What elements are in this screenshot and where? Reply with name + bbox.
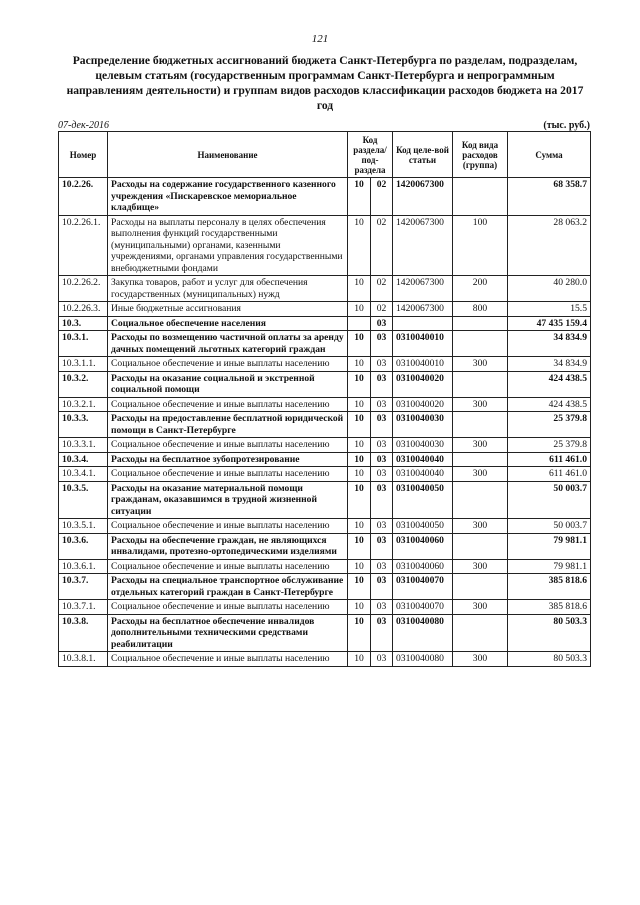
row-name: Расходы на предоставление бесплатной юридической помощи в Санкт-Петербурге	[108, 412, 348, 438]
table-row	[59, 533, 591, 559]
row-number: 10.3.7.1.	[59, 600, 108, 615]
row-vid: 800	[453, 302, 508, 317]
row-vid: 300	[453, 652, 508, 667]
row-razdel: 10	[348, 215, 371, 276]
row-sum: 80 503.3	[508, 652, 591, 667]
row-sum: 80 503.3	[508, 614, 591, 652]
row-vid: 300	[453, 438, 508, 453]
row-podrazdel: 03	[371, 371, 393, 397]
row-name: Социальное обеспечение и иные выплаты населению	[108, 600, 348, 615]
row-sum: 79 981.1	[508, 559, 591, 574]
table-row	[59, 559, 591, 574]
table-row	[59, 467, 591, 482]
row-article: 1420067300	[393, 276, 453, 302]
row-podrazdel: 03	[371, 397, 393, 412]
row-podrazdel: 03	[371, 438, 393, 453]
row-vid: 300	[453, 519, 508, 534]
table-row	[59, 215, 591, 276]
row-article: 0310040020	[393, 371, 453, 397]
row-sum: 40 280.0	[508, 276, 591, 302]
row-name: Расходы на бесплатное обеспечение инвалидов дополнительными техническими средствами реабилитации	[108, 614, 348, 652]
row-razdel: 10	[348, 438, 371, 453]
row-razdel: 10	[348, 452, 371, 467]
row-podrazdel: 03	[371, 533, 393, 559]
row-article: 0310040080	[393, 652, 453, 667]
header-article: Код целе-вой статьи	[393, 132, 453, 178]
row-number: 10.3.2.1.	[59, 397, 108, 412]
row-article: 1420067300	[393, 178, 453, 216]
table-row	[59, 574, 591, 600]
row-vid	[453, 614, 508, 652]
row-article: 0310040020	[393, 397, 453, 412]
row-article: 0310040040	[393, 467, 453, 482]
row-vid	[453, 412, 508, 438]
row-article: 1420067300	[393, 302, 453, 317]
page-number: 121	[311, 33, 329, 45]
row-razdel: 10	[348, 357, 371, 372]
row-vid	[453, 371, 508, 397]
row-sum: 424 438.5	[508, 371, 591, 397]
row-vid	[453, 574, 508, 600]
row-razdel: 10	[348, 302, 371, 317]
row-article: 0310040010	[393, 357, 453, 372]
table-row	[59, 652, 591, 667]
row-name: Расходы на обеспечение граждан, не являющихся инвалидами, протезно-ортопедическими изделиями	[108, 533, 348, 559]
header-name: Наименование	[108, 132, 348, 178]
row-vid	[453, 178, 508, 216]
row-podrazdel: 03	[371, 614, 393, 652]
row-number: 10.2.26.	[59, 178, 108, 216]
row-number: 10.3.7.	[59, 574, 108, 600]
row-razdel: 10	[348, 600, 371, 615]
row-number: 10.3.3.	[59, 412, 108, 438]
row-vid: 300	[453, 357, 508, 372]
row-name: Расходы на бесплатное зубопротезирование	[108, 452, 348, 467]
row-vid: 200	[453, 276, 508, 302]
row-podrazdel: 03	[371, 652, 393, 667]
header-vid: Код вида расходов (группа)	[453, 132, 508, 178]
row-razdel: 10	[348, 652, 371, 667]
row-name: Расходы на содержание государственного казенного учреждения «Пискаревское мемориальное кладбище»	[108, 178, 348, 216]
row-razdel: 10	[348, 412, 371, 438]
row-number: 10.2.26.1.	[59, 215, 108, 276]
row-number: 10.3.1.	[59, 331, 108, 357]
row-name: Расходы по возмещению частичной оплаты за аренду дачных помещений льготных категорий граждан	[108, 331, 348, 357]
table-row	[59, 276, 591, 302]
row-razdel: 10	[348, 467, 371, 482]
budget-table	[58, 131, 591, 667]
row-article: 1420067300	[393, 215, 453, 276]
row-razdel: 10	[348, 559, 371, 574]
row-razdel: 10	[348, 614, 371, 652]
row-article: 0310040050	[393, 481, 453, 519]
row-article: 0310040050	[393, 519, 453, 534]
row-podrazdel: 03	[371, 331, 393, 357]
row-vid: 300	[453, 397, 508, 412]
row-number: 10.3.	[59, 316, 108, 331]
row-number: 10.3.6.1.	[59, 559, 108, 574]
row-podrazdel: 03	[371, 357, 393, 372]
row-podrazdel: 03	[371, 574, 393, 600]
table-row	[59, 316, 591, 331]
header-sum: Сумма	[508, 132, 591, 178]
table-row	[59, 371, 591, 397]
units-label: (тыс. руб.)	[543, 120, 590, 131]
row-sum: 34 834.9	[508, 331, 591, 357]
row-sum: 47 435 159.4	[508, 316, 591, 331]
row-number: 10.3.1.1.	[59, 357, 108, 372]
row-sum: 25 379.8	[508, 438, 591, 453]
document-title: Распределение бюджетных ассигнований бюджета Санкт-Петербурга по разделам, подразделам, целевым статьям (государственным программам Санкт-Петербурга и непрограммным направлениям деятельности) и группам видов расходов классификации расходов бюджета на 2017 год	[66, 54, 584, 112]
row-razdel: 10	[348, 519, 371, 534]
row-podrazdel: 03	[371, 600, 393, 615]
table-row	[59, 452, 591, 467]
row-vid: 300	[453, 559, 508, 574]
row-podrazdel: 03	[371, 452, 393, 467]
row-name: Социальное обеспечение населения	[108, 316, 348, 331]
row-podrazdel: 02	[371, 302, 393, 317]
row-number: 10.3.6.	[59, 533, 108, 559]
table-row	[59, 600, 591, 615]
row-name: Социальное обеспечение и иные выплаты населению	[108, 397, 348, 412]
table-row	[59, 614, 591, 652]
row-number: 10.3.8.1.	[59, 652, 108, 667]
row-article: 0310040080	[393, 614, 453, 652]
row-podrazdel: 02	[371, 178, 393, 216]
table-row	[59, 357, 591, 372]
row-article: 0310040060	[393, 533, 453, 559]
table-row	[59, 412, 591, 438]
row-razdel: 10	[348, 371, 371, 397]
row-vid	[453, 452, 508, 467]
table-row	[59, 178, 591, 216]
row-number: 10.2.26.3.	[59, 302, 108, 317]
row-sum: 34 834.9	[508, 357, 591, 372]
row-number: 10.3.8.	[59, 614, 108, 652]
table-row	[59, 302, 591, 317]
table-body	[59, 178, 591, 667]
row-razdel: 10	[348, 533, 371, 559]
header-razdel: Код раздела/ под-раздела	[348, 132, 393, 178]
table-row	[59, 438, 591, 453]
row-razdel: 10	[348, 331, 371, 357]
row-article: 0310040010	[393, 331, 453, 357]
table-row	[59, 331, 591, 357]
row-article: 0310040060	[393, 559, 453, 574]
row-razdel: 10	[348, 397, 371, 412]
row-podrazdel: 03	[371, 412, 393, 438]
row-vid	[453, 481, 508, 519]
row-article	[393, 316, 453, 331]
row-podrazdel: 02	[371, 276, 393, 302]
row-sum: 385 818.6	[508, 600, 591, 615]
row-number: 10.3.4.	[59, 452, 108, 467]
row-razdel	[348, 316, 371, 331]
row-sum: 50 003.7	[508, 519, 591, 534]
row-number: 10.3.4.1.	[59, 467, 108, 482]
row-name: Расходы на выплаты персоналу в целях обеспечения выполнения функций государственными (муниципальными) органами, казенными учреждениями, органами управления государственными внебюджетными фондами	[108, 215, 348, 276]
table-row	[59, 481, 591, 519]
document-date: 07-дек-2016	[58, 120, 109, 131]
row-sum: 68 358.7	[508, 178, 591, 216]
row-podrazdel: 03	[371, 519, 393, 534]
table-row	[59, 519, 591, 534]
row-vid: 100	[453, 215, 508, 276]
row-sum: 424 438.5	[508, 397, 591, 412]
row-razdel: 10	[348, 178, 371, 216]
row-vid	[453, 316, 508, 331]
row-podrazdel: 03	[371, 316, 393, 331]
row-podrazdel: 03	[371, 467, 393, 482]
row-sum: 15.5	[508, 302, 591, 317]
table-header-row	[59, 132, 591, 178]
table-row	[59, 397, 591, 412]
row-name: Социальное обеспечение и иные выплаты населению	[108, 438, 348, 453]
header-number: Номер	[59, 132, 108, 178]
row-name: Расходы на специальное транспортное обслуживание отдельных категорий граждан в Санкт-Петербурге	[108, 574, 348, 600]
row-vid	[453, 533, 508, 559]
row-name: Расходы на оказание социальной и экстренной социальной помощи	[108, 371, 348, 397]
row-sum: 611 461.0	[508, 467, 591, 482]
row-article: 0310040070	[393, 574, 453, 600]
row-podrazdel: 03	[371, 559, 393, 574]
row-razdel: 10	[348, 574, 371, 600]
row-name: Социальное обеспечение и иные выплаты населению	[108, 519, 348, 534]
row-podrazdel: 03	[371, 481, 393, 519]
row-podrazdel: 02	[371, 215, 393, 276]
row-article: 0310040040	[393, 452, 453, 467]
row-name: Иные бюджетные ассигнования	[108, 302, 348, 317]
row-name: Социальное обеспечение и иные выплаты населению	[108, 467, 348, 482]
row-name: Закупка товаров, работ и услуг для обеспечения государственных (муниципальных) нужд	[108, 276, 348, 302]
row-sum: 385 818.6	[508, 574, 591, 600]
row-number: 10.3.5.1.	[59, 519, 108, 534]
row-name: Расходы на оказание материальной помощи гражданам, оказавшимся в трудной жизненной ситуации	[108, 481, 348, 519]
row-number: 10.3.3.1.	[59, 438, 108, 453]
row-number: 10.3.2.	[59, 371, 108, 397]
row-number: 10.3.5.	[59, 481, 108, 519]
row-name: Социальное обеспечение и иные выплаты населению	[108, 559, 348, 574]
row-name: Социальное обеспечение и иные выплаты населению	[108, 652, 348, 667]
row-sum: 79 981.1	[508, 533, 591, 559]
row-sum: 28 063.2	[508, 215, 591, 276]
row-sum: 25 379.8	[508, 412, 591, 438]
row-name: Социальное обеспечение и иные выплаты населению	[108, 357, 348, 372]
row-sum: 611 461.0	[508, 452, 591, 467]
row-razdel: 10	[348, 481, 371, 519]
row-sum: 50 003.7	[508, 481, 591, 519]
row-number: 10.2.26.2.	[59, 276, 108, 302]
row-article: 0310040070	[393, 600, 453, 615]
row-article: 0310040030	[393, 438, 453, 453]
row-vid: 300	[453, 600, 508, 615]
row-razdel: 10	[348, 276, 371, 302]
row-article: 0310040030	[393, 412, 453, 438]
row-vid: 300	[453, 467, 508, 482]
row-vid	[453, 331, 508, 357]
